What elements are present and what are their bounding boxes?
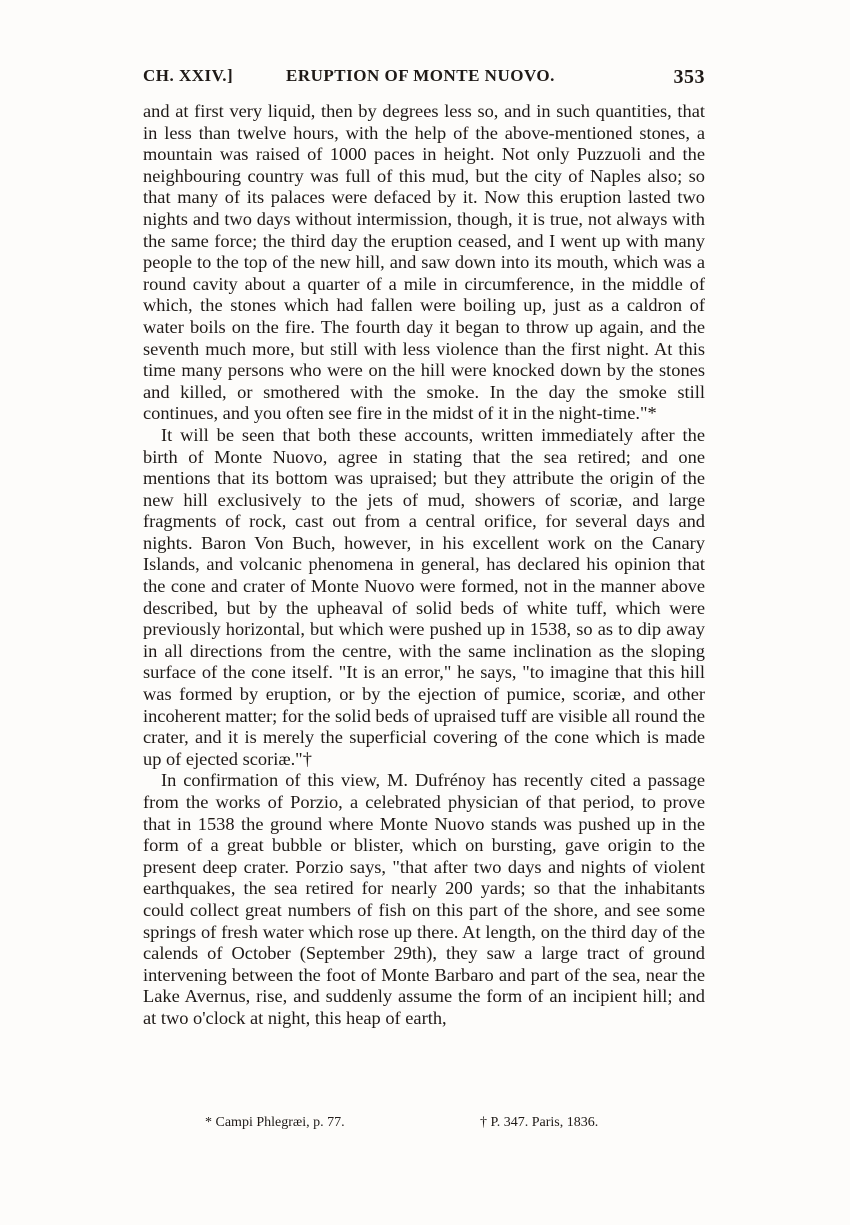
running-head [143, 66, 705, 94]
footnote-asterisk: * Campi Phlegræi, p. 77. [205, 1115, 345, 1130]
body-text [143, 101, 705, 1030]
chapter-label: CH. XXIV.] [143, 66, 234, 85]
footnote-dagger: † P. 347. Paris, 1836. [480, 1115, 599, 1130]
running-title: ERUPTION OF MONTE NUOVO. [286, 66, 555, 85]
paragraph: In confirmation of this view, M. Dufrénoy has recently cited a passage from the works of Porzio, a celebrated physician of that period, to prove that in 1538 the ground where Monte Nuovo stands was pushed up in the form of a great bubble or blister, which on bursting, gave origin to the present deep crater. Porzio says, "that after two days and nights of violent earthquakes, the sea retired for nearly 200 yards; so that the inhabitants could collect great numbers of fish on this part of the shore, and see some springs of fresh water which rose up there. At length, on the third day of the calends of October (September 29th), they saw a large tract of ground intervening between the foot of Monte Barbaro and part of the sea, near the Lake Avernus, rise, and suddenly assume the form of an incipient hill; and at two o'clock at night, this heap of earth, [143, 770, 705, 1028]
paragraph: It will be seen that both these accounts, written immediately after the birth of Monte Nuovo, agree in stating that the sea retired; and one mentions that its bottom was upraised; but they attribute the origin of the new hill exclusively to the jets of mud, showers of scoriæ, and large fragments of rock, cast out from a central orifice, for several days and nights. Baron Von Buch, however, in his excellent work on the Canary Islands, and volcanic phenomena in general, has declared his opinion that the cone and crater of Monte Nuovo were formed, not in the manner above described, but by the upheaval of solid beds of white tuff, which were previously horizontal, but which were pushed up in 1538, so as to dip away in all directions from the centre, with the same inclination as the sloping surface of the cone itself. "It is an error," he says, "to imagine that this hill was formed by eruption, or by the ejection of pumice, scoriæ, and other incoherent matter; for the solid beds of upraised tuff are visible all round the crater, and it is merely the superficial covering of the cone which is made up of ejected scoriæ."† [143, 424, 705, 769]
footnotes [143, 1115, 705, 1135]
paragraph-continued: and at first very liquid, then by degrees less so, and in such quantities, that in less than twelve hours, with the help of the above-mentioned stones, a mountain was raised of 1000 paces in height. Not only Puzzuoli and the neighbouring country was full of this mud, but the city of Naples also; so that many of its palaces were defaced by it. Now this eruption lasted two nights and two days without intermission, though, it is true, not always with the same force; the third day the eruption ceased, and I went up with many people to the top of the new hill, and saw down into its mouth, which was a round cavity about a quarter of a mile in circumference, in the middle of which, the stones which had fallen were boiling up, just as a caldron of water boils on the fire. The fourth day it began to throw up again, and the seventh much more, but still with less violence than the first night. At this time many persons who were on the hill were knocked down by the stones and killed, or smothered with the smoke. In the day the smoke still continues, and you often see fire in the midst of it in the night-time."* [143, 101, 705, 424]
page-number: 353 [673, 66, 705, 88]
